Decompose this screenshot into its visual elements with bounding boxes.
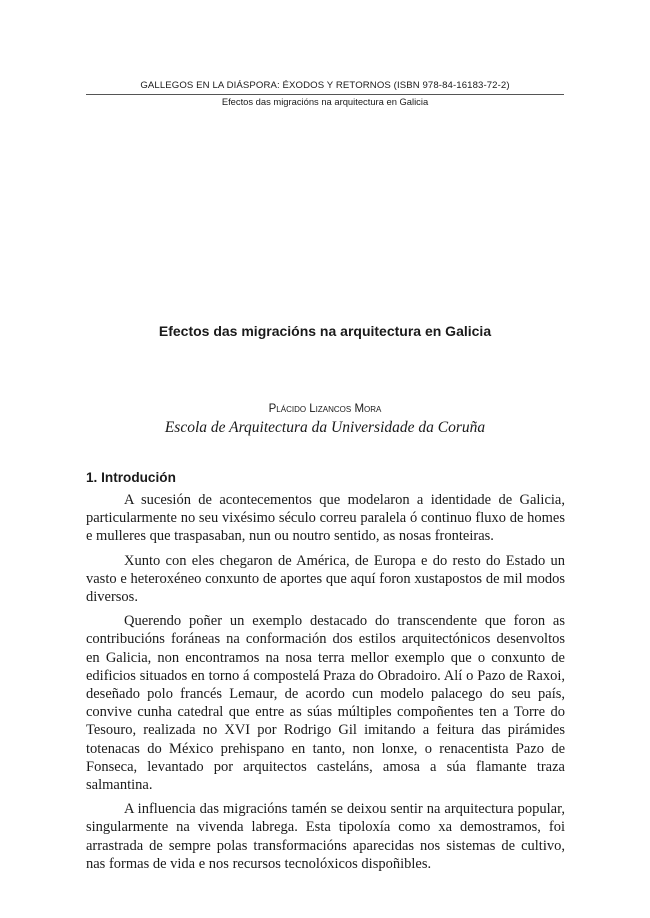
paragraph: Querendo poñer un exemplo destacado do transcendente que foron as contribucións foráneas na conformación dos estilos arquitectónicos desenvoltos en Galicia, non encontramos na nosa terra mellor exemplo que o conxunto de edificios situados en torno á compostelá Praza do Obradoiro. Alí o Pazo de Raxoi, deseñado polo francés Lemaur, de acordo cun modelo palacego do seu país, convive cunha catedral que entre as súas múltiples compoñentes ten a Torre do Tesouro, realizada no XVI por Rodrigo Gil imitando a feitura das pirámides totenacas do México prehispano en tanto, non lonxe, o renacentista Pazo de Fonseca, levantado por arquitectos casteláns, amosa a súa flamante traza salmantina. (86, 613, 565, 794)
paragraph: A influencia das migracións tamén se deixou sentir na arquitectura popular, singularmente na vivenda labrega. Esta tipoloxía como xa demostramos, foi arrastrada de sempre polas transformacións aparecidas nos sistemas de cultivo, nas formas de vida e nos recursos tecnolóxicos dispoñibles. (86, 801, 565, 872)
body-text (86, 491, 565, 879)
section-heading: 1. Introdución (86, 470, 176, 485)
running-header (86, 80, 564, 108)
book-title: GALLEGOS EN LA DIÁSPORA: ÉXODOS Y RETORNOS (ISBN 978-84-16183-72-2) (86, 80, 564, 95)
author-name: Plácido Lizancos Mora (268, 403, 382, 415)
article-title: Efectos das migracións na arquitectura en Galicia (158, 323, 492, 339)
author-affiliation: Escola de Arquitectura da Universidade da Coruña (164, 419, 486, 436)
paragraph: Xunto con eles chegaron de América, de Europa e do resto do Estado un vasto e heteroxéneo conxunto de aportes que aquí foron xustapostos de mil modos diversos. (86, 552, 565, 606)
paragraph: A sucesión de acontecementos que modelaron a identidade de Galicia, particularmente no seu vixésimo século correu paralela ó continuo fluxo de homes e mulleres que traspasaban, nun ou noutro sentido, as nosas fronteiras. (86, 492, 565, 545)
chapter-running-title: Efectos das migracións na arquitectura en Galicia (221, 96, 429, 107)
